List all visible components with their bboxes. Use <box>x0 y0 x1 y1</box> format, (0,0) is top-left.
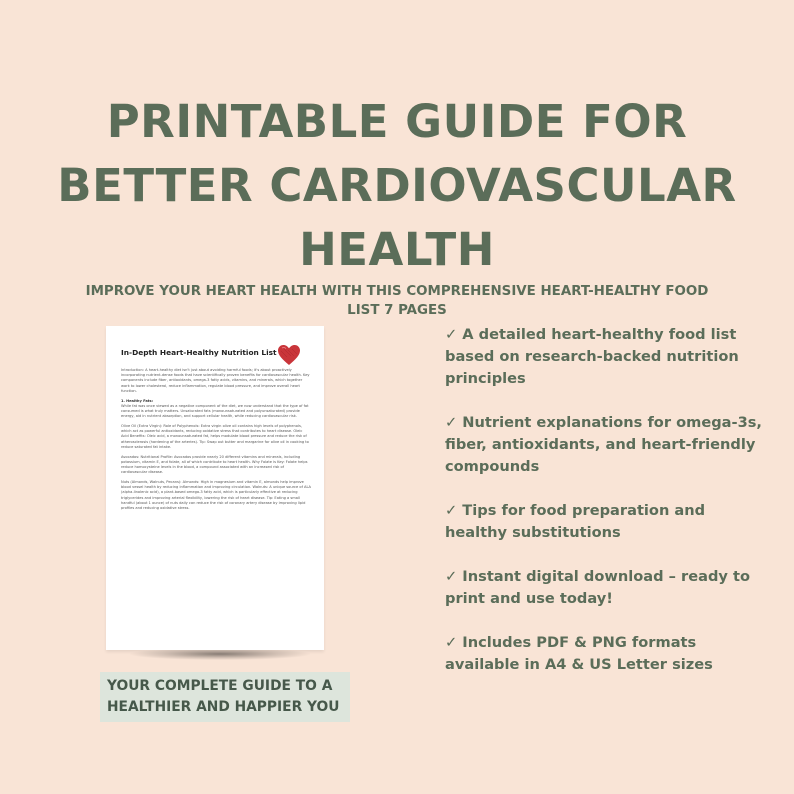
document-paragraph: Introduction: A heart-healthy diet isn't just about avoiding harmful foods; it's about proactively incorporating nutrient-dense foods that have scientifically proven benefits for cardiovascular health. Key components include fiber, antioxidants, omega-3 fatty acids, vitamins, and minerals, which together work to lower cholesterol, reduce inflammation, regulate blood pressure, and improve overall heart function. <box>121 368 310 393</box>
title-line: HEALTH <box>299 223 495 276</box>
tagline-text: YOUR COMPLETE GUIDE TO A HEALTHIER AND HAPPIER YOU <box>107 678 340 715</box>
feature-item: ✓ A detailed heart-healthy food list based on research-backed nutrition principles <box>445 326 739 387</box>
document-paragraph: Avocados: Nutritional Profile: Avocados provide nearly 20 different vitamins and minerals, including potassium, vitamin E, and folate, all of which contribute to heart health. Why Folate is Key: Folate helps reduce homocysteine levels in the blood, a compound associated with an increased risk of cardiovascular disease. <box>121 454 308 475</box>
tagline-banner <box>100 672 350 722</box>
feature-item: ✓ Includes PDF & PNG formats available in A4 & US Letter sizes <box>445 634 713 673</box>
heart-icon <box>277 344 301 366</box>
feature-item: ✓ Instant digital download – ready to print and use today! <box>445 568 751 607</box>
document-paragraph: Olive Oil (Extra Virgin): Role of Polyphenols: Extra virgin olive oil contains high levels of polyphenols, which act as powerful antioxidants, reducing oxidative stress that contributes to heart disease. Oleic Acid Benefits: Oleic acid, a monounsaturated fat, helps modulate blood pressure and reduce the risk of atherosclerosis (hardening of the arteries). Tip: Swap out butter and margarine for olive oil in cooking to reduce saturated fat intake. <box>121 424 309 449</box>
document-title: In-Depth Heart-Healthy Nutrition List <box>121 348 277 357</box>
feature-item: ✓ Nutrient explanations for omega-3s, fiber, antioxidants, and heart-friendly compounds <box>445 414 762 475</box>
document-preview <box>106 326 324 650</box>
document-body <box>121 368 311 516</box>
page-title <box>0 90 794 282</box>
feature-list <box>445 324 765 698</box>
title-line: BETTER CARDIOVASCULAR <box>57 159 737 212</box>
feature-item: ✓ Tips for food preparation and healthy substitutions <box>445 502 706 541</box>
document-paragraph: Nuts (Almonds, Walnuts, Pecans): Almonds: High in magnesium and vitamin E, almonds help improve blood vessel health by reducing inflammation and improving circulation. Walnuts: A unique source of ALA (alpha-linolenic acid), a plant-based omega-3 fatty acid, which is particularly effective at reducing triglycerides and improving arterial flexibility, lowering the risk of heart disease. Tip: Eating a small handful (about 1 ounce) of nuts daily can reduce the risk of coronary artery disease by improving lipid profiles and reducing oxidative stress. <box>121 480 311 511</box>
subtitle: IMPROVE YOUR HEART HEALTH WITH THIS COMPREHENSIVE HEART-HEALTHY FOOD LIST 7 PAGES <box>85 284 709 318</box>
title-line: PRINTABLE GUIDE FOR <box>106 95 688 148</box>
document-heading: 1. Healthy Fats: <box>121 398 154 403</box>
document-paragraph: While fat was once viewed as a negative component of the diet, we now understand that the type of fat consumed is what truly matters. Unsaturated fats (monounsaturated and polyunsaturated) provide energy, aid in nutrient absorption, and support cellular health, while reducing cardiovascular risk. <box>121 403 309 419</box>
